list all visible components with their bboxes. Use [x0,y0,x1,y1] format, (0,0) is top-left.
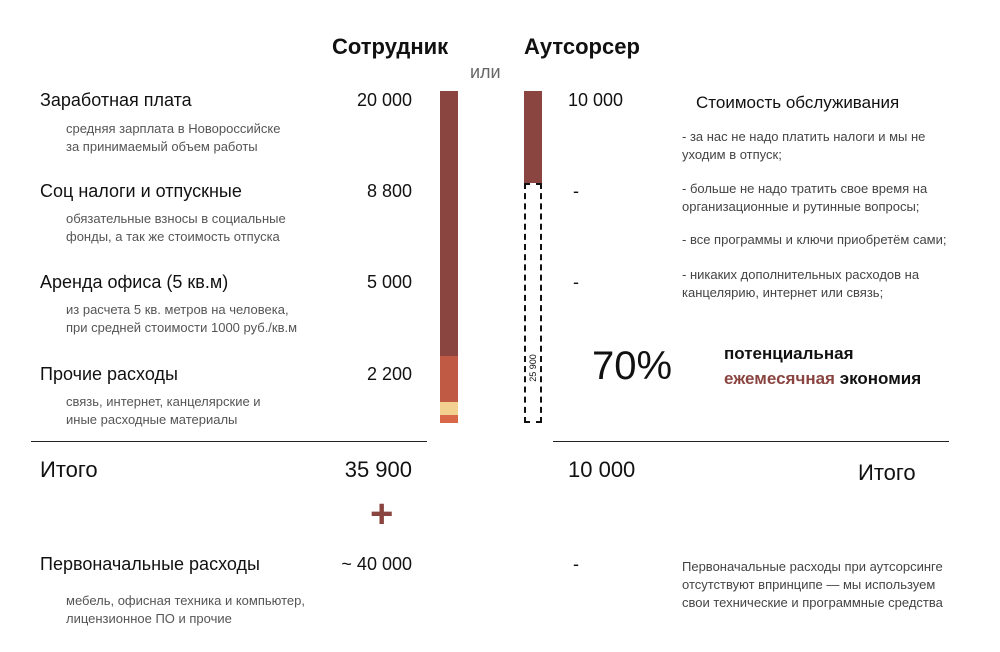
service-point-2: - больше не надо тратить свое время на организационные и рутинные вопросы; [682,181,928,214]
initial-label: Первоначальные расходы [40,554,260,574]
total-right-label: Итого [858,460,916,485]
row-desc-office: из расчета 5 кв. метров на человека, при средней стоимости 1000 руб./кв.м [66,302,298,335]
row-desc-other: связь, интернет, канцелярские и иные расходные материалы [66,394,261,427]
row-label-other: Прочие расходы [40,364,178,384]
total-label: Итого [40,457,98,482]
or-label: или [470,62,501,82]
row-desc-taxes: обязательные взносы в социальные фонды, а так же стоимость отпуска [66,211,286,244]
outsourcer-cost-bar [524,91,542,423]
left-divider [31,441,427,442]
service-title: Стоимость обслуживания [696,93,900,112]
outsourcer-paid-segment [524,91,542,183]
row-desc-salary: средняя зарплата в Новороссийске за принимаемый объем работы [66,121,281,154]
savings-line-1: потенциальная [724,344,854,363]
savings-percent: 70% [592,344,673,388]
employee-bar-segment-1 [440,91,458,275]
row-label-taxes: Соц налоги и отпускные [40,181,242,201]
savings-caption [724,341,921,391]
savings-accent: ежемесячная [724,369,835,388]
row-value-other: 2 200 [366,364,412,384]
employee-bar-segment-3 [440,356,458,402]
outsourcer-header: Аутсорсер [524,34,640,59]
initial-desc: мебель, офисная техника и компьютер, лицензионное ПО и прочие [66,593,305,626]
initial-outsource-value: - [573,554,579,574]
service-point-4: - никаких дополнительных расходов на канцелярию, интернет или связь; [682,267,920,300]
employee-bar-segment-5 [440,415,458,423]
outsource-value-office: - [573,272,579,292]
savings-rest: экономия [839,369,922,388]
right-divider [553,441,949,442]
employee-bar-segment-4 [440,402,458,415]
row-value-salary: 20 000 [356,90,412,110]
row-label-office: Аренда офиса (5 кв.м) [40,272,229,292]
initial-value: ~ 40 000 [341,554,412,574]
service-point-1: - за нас не надо платить налоги и мы не уходим в отпуск; [682,129,926,162]
employee-cost-bar [440,91,458,423]
row-value-office: 5 000 [366,272,412,292]
row-value-taxes: 8 800 [366,181,412,201]
plus-sign: + [370,492,394,536]
employee-bar-segment-2 [440,275,458,356]
total-outsourcer: 10 000 [568,457,636,482]
outsource-value-taxes: - [573,181,579,201]
total-employee: 35 900 [344,457,412,482]
service-point-3: - все программы и ключи приобретём сами; [682,232,947,247]
row-label-salary: Заработная плата [40,90,192,110]
initial-note: Первоначальные расходы при аутсорсинге отсутствуют впринципе — мы используем свои технические и программные средства [682,559,943,610]
employee-header: Сотрудник [332,34,449,59]
saved-amount-label: 25 900 [528,354,538,382]
outsource-value-salary: 10 000 [568,90,624,110]
